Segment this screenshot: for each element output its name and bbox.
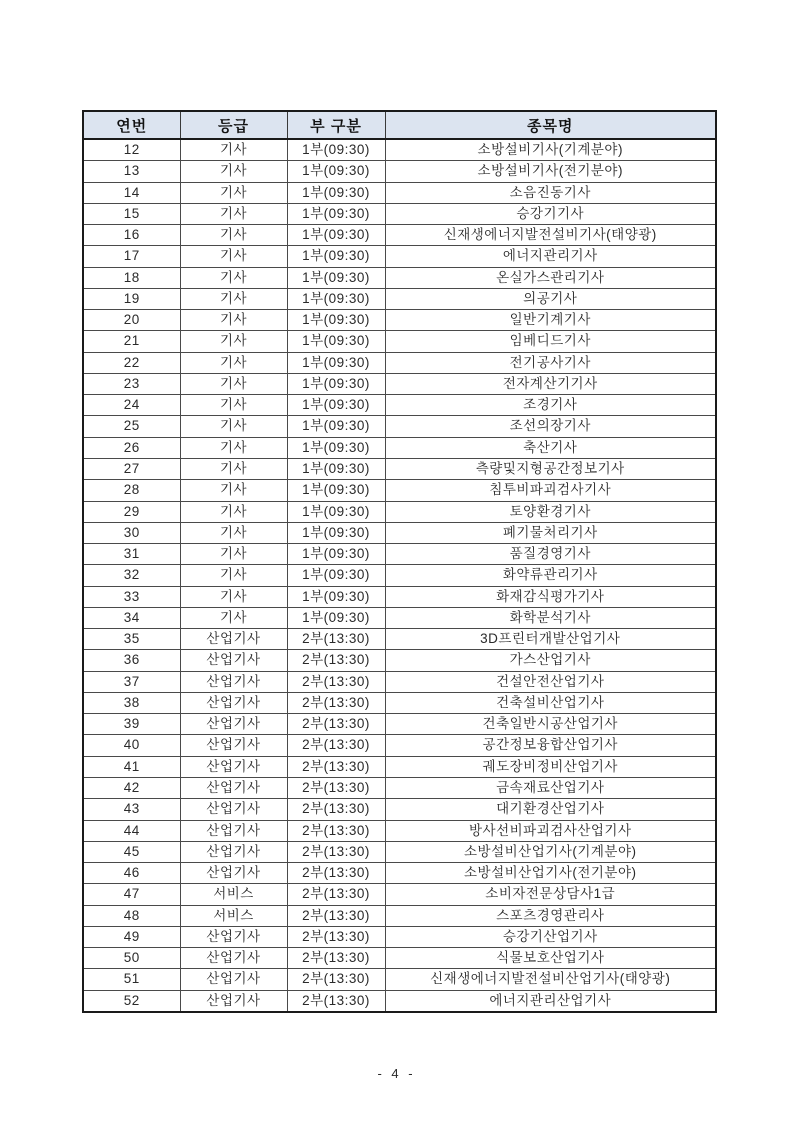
cell-session: 2부(13:30)	[287, 799, 385, 820]
cell-grade: 산업기사	[180, 990, 287, 1012]
cell-subject: 화학분석기사	[385, 607, 716, 628]
cell-seq: 39	[83, 714, 180, 735]
table-row	[83, 267, 716, 288]
exam-schedule-table	[82, 110, 717, 1013]
cell-subject: 승강기산업기사	[385, 926, 716, 947]
table-row	[83, 395, 716, 416]
cell-grade: 기사	[180, 203, 287, 224]
cell-grade: 산업기사	[180, 820, 287, 841]
cell-subject: 건축설비산업기사	[385, 692, 716, 713]
cell-subject: 침투비파괴검사기사	[385, 480, 716, 501]
cell-grade: 기사	[180, 225, 287, 246]
cell-seq: 26	[83, 437, 180, 458]
cell-grade: 기사	[180, 352, 287, 373]
cell-seq: 13	[83, 161, 180, 182]
cell-subject: 건설안전산업기사	[385, 671, 716, 692]
table-row	[83, 182, 716, 203]
cell-grade: 산업기사	[180, 692, 287, 713]
cell-seq: 49	[83, 926, 180, 947]
cell-session: 2부(13:30)	[287, 926, 385, 947]
cell-session: 1부(09:30)	[287, 203, 385, 224]
cell-grade: 기사	[180, 416, 287, 437]
cell-session: 1부(09:30)	[287, 416, 385, 437]
cell-grade: 기사	[180, 288, 287, 309]
cell-grade: 산업기사	[180, 841, 287, 862]
cell-grade: 산업기사	[180, 799, 287, 820]
cell-grade: 산업기사	[180, 777, 287, 798]
cell-session: 2부(13:30)	[287, 714, 385, 735]
cell-grade: 기사	[180, 139, 287, 161]
table-row	[83, 437, 716, 458]
table-row	[83, 480, 716, 501]
cell-subject: 궤도장비정비산업기사	[385, 756, 716, 777]
cell-session: 2부(13:30)	[287, 692, 385, 713]
cell-seq: 25	[83, 416, 180, 437]
cell-seq: 44	[83, 820, 180, 841]
cell-session: 2부(13:30)	[287, 756, 385, 777]
cell-session: 1부(09:30)	[287, 607, 385, 628]
cell-session: 1부(09:30)	[287, 310, 385, 331]
cell-session: 1부(09:30)	[287, 352, 385, 373]
cell-session: 2부(13:30)	[287, 990, 385, 1012]
cell-seq: 47	[83, 884, 180, 905]
cell-seq: 32	[83, 565, 180, 586]
cell-grade: 서비스	[180, 884, 287, 905]
cell-seq: 42	[83, 777, 180, 798]
cell-seq: 24	[83, 395, 180, 416]
cell-subject: 축산기사	[385, 437, 716, 458]
cell-seq: 35	[83, 629, 180, 650]
table-row	[83, 629, 716, 650]
table-row	[83, 714, 716, 735]
cell-subject: 폐기물처리기사	[385, 522, 716, 543]
table-row	[83, 310, 716, 331]
cell-subject: 공간정보융합산업기사	[385, 735, 716, 756]
cell-session: 1부(09:30)	[287, 288, 385, 309]
cell-session: 2부(13:30)	[287, 948, 385, 969]
cell-session: 2부(13:30)	[287, 629, 385, 650]
cell-session: 2부(13:30)	[287, 905, 385, 926]
cell-seq: 43	[83, 799, 180, 820]
table-row	[83, 650, 716, 671]
cell-grade: 기사	[180, 437, 287, 458]
column-header-subject: 종목명	[385, 111, 716, 139]
cell-seq: 45	[83, 841, 180, 862]
cell-session: 1부(09:30)	[287, 458, 385, 479]
table-row	[83, 671, 716, 692]
cell-subject: 토양환경기사	[385, 501, 716, 522]
cell-subject: 신재생에너지발전설비기사(태양광)	[385, 225, 716, 246]
table-row	[83, 756, 716, 777]
table-row	[83, 863, 716, 884]
cell-seq: 14	[83, 182, 180, 203]
table-row	[83, 799, 716, 820]
cell-seq: 19	[83, 288, 180, 309]
cell-seq: 37	[83, 671, 180, 692]
cell-subject: 소방설비기사(기계분야)	[385, 139, 716, 161]
cell-subject: 3D프린터개발산업기사	[385, 629, 716, 650]
table-row	[83, 161, 716, 182]
cell-grade: 기사	[180, 607, 287, 628]
table-header-row	[83, 111, 716, 139]
table-row	[83, 416, 716, 437]
cell-seq: 52	[83, 990, 180, 1012]
cell-seq: 22	[83, 352, 180, 373]
table-row	[83, 225, 716, 246]
cell-grade: 기사	[180, 480, 287, 501]
cell-session: 1부(09:30)	[287, 182, 385, 203]
cell-seq: 41	[83, 756, 180, 777]
cell-subject: 스포츠경영관리사	[385, 905, 716, 926]
cell-session: 2부(13:30)	[287, 777, 385, 798]
cell-session: 2부(13:30)	[287, 650, 385, 671]
cell-seq: 30	[83, 522, 180, 543]
cell-seq: 36	[83, 650, 180, 671]
table-row	[83, 735, 716, 756]
cell-seq: 34	[83, 607, 180, 628]
table-row	[83, 544, 716, 565]
cell-grade: 기사	[180, 310, 287, 331]
cell-subject: 온실가스관리기사	[385, 267, 716, 288]
cell-session: 1부(09:30)	[287, 480, 385, 501]
table-row	[83, 884, 716, 905]
cell-grade: 기사	[180, 586, 287, 607]
cell-subject: 건축일반시공산업기사	[385, 714, 716, 735]
cell-seq: 20	[83, 310, 180, 331]
cell-subject: 전자계산기기사	[385, 373, 716, 394]
table-body	[83, 139, 716, 1012]
table-row	[83, 926, 716, 947]
cell-subject: 식물보호산업기사	[385, 948, 716, 969]
cell-session: 1부(09:30)	[287, 522, 385, 543]
cell-seq: 31	[83, 544, 180, 565]
cell-session: 1부(09:30)	[287, 565, 385, 586]
cell-seq: 18	[83, 267, 180, 288]
cell-grade: 산업기사	[180, 926, 287, 947]
table-row	[83, 969, 716, 990]
cell-session: 2부(13:30)	[287, 863, 385, 884]
table-row	[83, 948, 716, 969]
table-row	[83, 288, 716, 309]
page-number: - 4 -	[377, 1066, 416, 1081]
table-row	[83, 905, 716, 926]
column-header-grade: 등급	[180, 111, 287, 139]
cell-seq: 16	[83, 225, 180, 246]
table-row	[83, 990, 716, 1012]
cell-subject: 조선의장기사	[385, 416, 716, 437]
cell-grade: 기사	[180, 373, 287, 394]
cell-subject: 에너지관리기사	[385, 246, 716, 267]
cell-grade: 기사	[180, 522, 287, 543]
cell-subject: 가스산업기사	[385, 650, 716, 671]
cell-grade: 산업기사	[180, 948, 287, 969]
table-row	[83, 607, 716, 628]
cell-subject: 에너지관리산업기사	[385, 990, 716, 1012]
cell-seq: 27	[83, 458, 180, 479]
cell-session: 2부(13:30)	[287, 841, 385, 862]
cell-grade: 기사	[180, 501, 287, 522]
cell-grade: 산업기사	[180, 969, 287, 990]
cell-grade: 산업기사	[180, 735, 287, 756]
cell-subject: 소방설비산업기사(전기분야)	[385, 863, 716, 884]
cell-session: 1부(09:30)	[287, 161, 385, 182]
cell-seq: 21	[83, 331, 180, 352]
table-row	[83, 586, 716, 607]
cell-seq: 23	[83, 373, 180, 394]
cell-session: 1부(09:30)	[287, 225, 385, 246]
cell-session: 1부(09:30)	[287, 544, 385, 565]
cell-seq: 46	[83, 863, 180, 884]
cell-session: 1부(09:30)	[287, 501, 385, 522]
cell-subject: 금속재료산업기사	[385, 777, 716, 798]
table-row	[83, 777, 716, 798]
column-header-seq: 연번	[83, 111, 180, 139]
cell-grade: 기사	[180, 161, 287, 182]
table-row	[83, 522, 716, 543]
cell-subject: 방사선비파괴검사산업기사	[385, 820, 716, 841]
table-row	[83, 841, 716, 862]
cell-seq: 38	[83, 692, 180, 713]
cell-grade: 기사	[180, 267, 287, 288]
cell-subject: 소비자전문상담사1급	[385, 884, 716, 905]
cell-grade: 기사	[180, 395, 287, 416]
cell-grade: 기사	[180, 246, 287, 267]
cell-seq: 12	[83, 139, 180, 161]
cell-seq: 33	[83, 586, 180, 607]
table-row	[83, 373, 716, 394]
cell-session: 1부(09:30)	[287, 437, 385, 458]
cell-subject: 전기공사기사	[385, 352, 716, 373]
table-row	[83, 820, 716, 841]
cell-subject: 소방설비산업기사(기계분야)	[385, 841, 716, 862]
column-header-session: 부 구분	[287, 111, 385, 139]
cell-seq: 48	[83, 905, 180, 926]
table-row	[83, 458, 716, 479]
cell-session: 1부(09:30)	[287, 586, 385, 607]
cell-session: 1부(09:30)	[287, 246, 385, 267]
cell-subject: 대기환경산업기사	[385, 799, 716, 820]
cell-subject: 품질경영기사	[385, 544, 716, 565]
cell-session: 1부(09:30)	[287, 395, 385, 416]
cell-seq: 40	[83, 735, 180, 756]
cell-grade: 산업기사	[180, 863, 287, 884]
cell-session: 2부(13:30)	[287, 820, 385, 841]
cell-subject: 임베디드기사	[385, 331, 716, 352]
table-row	[83, 565, 716, 586]
cell-session: 1부(09:30)	[287, 267, 385, 288]
cell-session: 1부(09:30)	[287, 139, 385, 161]
cell-grade: 산업기사	[180, 650, 287, 671]
cell-grade: 기사	[180, 182, 287, 203]
cell-grade: 기사	[180, 565, 287, 586]
cell-seq: 28	[83, 480, 180, 501]
cell-subject: 일반기계기사	[385, 310, 716, 331]
cell-subject: 소음진동기사	[385, 182, 716, 203]
cell-subject: 의공기사	[385, 288, 716, 309]
cell-session: 2부(13:30)	[287, 884, 385, 905]
cell-session: 2부(13:30)	[287, 969, 385, 990]
cell-seq: 15	[83, 203, 180, 224]
cell-subject: 화약류관리기사	[385, 565, 716, 586]
cell-subject: 소방설비기사(전기분야)	[385, 161, 716, 182]
cell-grade: 기사	[180, 544, 287, 565]
table-row	[83, 692, 716, 713]
cell-session: 1부(09:30)	[287, 331, 385, 352]
table-row	[83, 331, 716, 352]
table-row	[83, 139, 716, 161]
table-row	[83, 203, 716, 224]
cell-seq: 17	[83, 246, 180, 267]
cell-grade: 산업기사	[180, 714, 287, 735]
table-row	[83, 352, 716, 373]
cell-subject: 조경기사	[385, 395, 716, 416]
cell-subject: 화재감식평가기사	[385, 586, 716, 607]
cell-subject: 신재생에너지발전설비산업기사(태양광)	[385, 969, 716, 990]
cell-seq: 29	[83, 501, 180, 522]
cell-session: 2부(13:30)	[287, 671, 385, 692]
table-row	[83, 246, 716, 267]
cell-subject: 승강기기사	[385, 203, 716, 224]
cell-seq: 50	[83, 948, 180, 969]
cell-grade: 서비스	[180, 905, 287, 926]
cell-grade: 산업기사	[180, 629, 287, 650]
cell-subject: 측량및지형공간정보기사	[385, 458, 716, 479]
cell-seq: 51	[83, 969, 180, 990]
cell-session: 2부(13:30)	[287, 735, 385, 756]
cell-grade: 산업기사	[180, 671, 287, 692]
cell-grade: 기사	[180, 458, 287, 479]
cell-grade: 산업기사	[180, 756, 287, 777]
cell-grade: 기사	[180, 331, 287, 352]
cell-session: 1부(09:30)	[287, 373, 385, 394]
table-row	[83, 501, 716, 522]
